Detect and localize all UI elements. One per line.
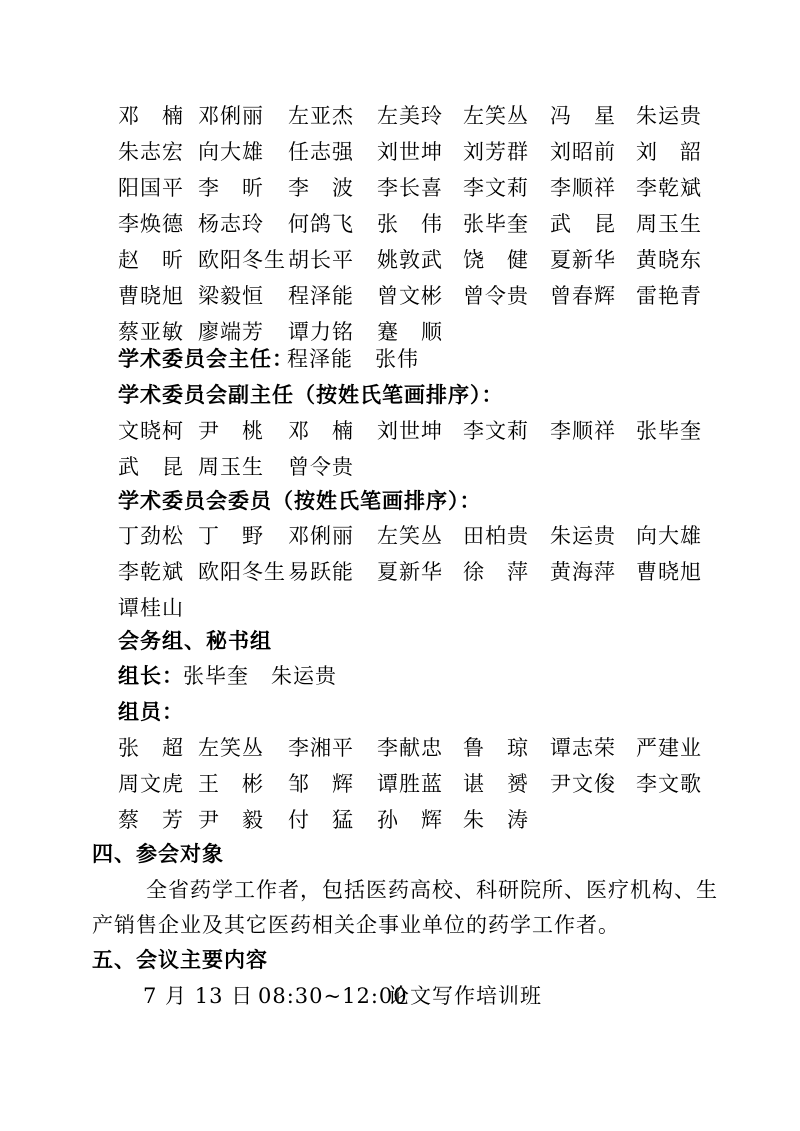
vice-chair-name: 曾令贵 [288,455,354,479]
vice-chair-name: 周玉生 [198,455,264,479]
committee-member-name: 李 波 [288,176,354,200]
academic-member-name: 向大雄 [636,524,702,548]
academic-member-name: 曹晓旭 [636,560,702,584]
academic-member-name: 田柏贵 [463,524,529,548]
committee-member-name: 左笑丛 [463,104,529,128]
committee-member-name: 曾文彬 [377,284,443,308]
committee-member-name: 刘昭前 [550,140,616,164]
secretariat-member-name: 朱 涛 [463,808,529,832]
committee-member-name: 曾令贵 [463,284,529,308]
committee-member-name: 李 昕 [198,176,264,200]
committee-member-name: 邓 楠 [118,104,184,128]
academic-members-label: 学术委员会委员（按姓氏笔画排序）： [118,488,482,513]
secretariat-member-name: 左笑丛 [198,736,264,760]
vice-chair-name: 李文莉 [463,419,529,443]
academic-member-name: 朱运贵 [550,524,616,548]
committee-member-name: 何鸽飞 [288,212,354,236]
secretariat-leader-names: 张毕奎 朱运贵 [183,664,337,688]
secretariat-member-name: 周文虎 [118,772,184,796]
committee-member-name: 蔡亚敏 [118,320,184,344]
committee-member-name: 欧阳冬生 [198,248,286,272]
secretariat-member-name: 李湘平 [288,736,354,760]
vice-chair-name: 张毕奎 [636,419,702,443]
committee-member-name: 曾春辉 [550,284,616,308]
secretariat-member-name: 付 猛 [288,808,354,832]
academic-member-name: 邓俐丽 [288,524,354,548]
committee-member-name: 梁毅恒 [198,284,264,308]
vice-chair-name: 邓 楠 [288,419,354,443]
secretariat-leader-label: 组长： [118,663,184,688]
vice-chair-name: 文晓柯 [118,419,184,443]
secretariat-members-label: 组员： [118,699,184,724]
section4-heading: 四、参会对象 [92,841,224,866]
committee-member-name: 周玉生 [636,212,702,236]
academic-member-name: 欧阳冬生 [198,560,286,584]
secretariat-member-name: 王 彬 [198,772,264,796]
committee-member-name: 武 昆 [550,212,616,236]
committee-member-name: 左美玲 [377,104,443,128]
committee-member-name: 李乾斌 [636,176,702,200]
schedule-time: 08:30~12:00 [258,984,408,1008]
academic-member-name: 徐 萍 [463,560,529,584]
committee-member-name: 李顺祥 [550,176,616,200]
committee-member-name: 谭力铭 [288,320,354,344]
committee-member-name: 任志强 [288,140,354,164]
academic-member-name: 易跃能 [288,560,354,584]
committee-member-name: 程泽能 [288,284,354,308]
secretariat-member-name: 李献忠 [377,736,443,760]
committee-member-name: 阳国平 [118,176,184,200]
vice-chair-name: 武 昆 [118,455,184,479]
academic-member-name: 李乾斌 [118,560,184,584]
committee-member-name: 廖端芳 [198,320,264,344]
committee-member-name: 杨志玲 [198,212,264,236]
secretariat-member-name: 孙 辉 [377,808,443,832]
academic-chair-label: 学术委员会主任： [118,346,294,371]
committee-member-name: 姚敦武 [377,248,443,272]
committee-member-name: 蹇 顺 [377,320,443,344]
secretariat-member-name: 李文歌 [636,772,702,796]
committee-member-name: 饶 健 [463,248,529,272]
secretariat-member-name: 尹 毅 [198,808,264,832]
secretariat-member-name: 尹文俊 [550,772,616,796]
committee-member-name: 冯 星 [550,104,616,128]
secretariat-member-name: 张 超 [118,736,184,760]
committee-member-name: 朱志宏 [118,140,184,164]
vice-chair-name: 刘世坤 [377,419,443,443]
committee-member-name: 李焕德 [118,212,184,236]
committee-member-name: 李文莉 [463,176,529,200]
section4-body-line1: 全省药学工作者，包括医药高校、科研院所、医疗机构、生 [146,878,718,902]
academic-member-name: 丁 野 [198,524,264,548]
schedule-date: 7 月 13 日 [143,984,254,1008]
committee-member-name: 刘世坤 [377,140,443,164]
committee-member-name: 朱运贵 [636,104,702,128]
committee-member-name: 刘 韶 [636,140,702,164]
committee-member-name: 刘芳群 [463,140,529,164]
committee-member-name: 夏新华 [550,248,616,272]
committee-member-name: 曹晓旭 [118,284,184,308]
secretariat-member-name: 谭胜蓝 [377,772,443,796]
schedule-item: 论文写作培训班 [388,984,542,1008]
academic-chair-names: 程泽能 张伟 [287,347,419,371]
section5-heading: 五、会议主要内容 [92,947,268,972]
secretariat-member-name: 邹 辉 [288,772,354,796]
committee-member-name: 赵 昕 [118,248,184,272]
committee-member-name: 向大雄 [198,140,264,164]
academic-member-name: 夏新华 [377,560,443,584]
committee-member-name: 黄晓东 [636,248,702,272]
academic-member-name: 左笑丛 [377,524,443,548]
secretariat-member-name: 谭志荣 [550,736,616,760]
secretariat-member-name: 鲁 琼 [463,736,529,760]
committee-member-name: 张 伟 [377,212,443,236]
committee-member-name: 张毕奎 [463,212,529,236]
vice-chair-name: 李顺祥 [550,419,616,443]
vice-chair-name: 尹 桃 [198,419,264,443]
committee-member-name: 雷艳青 [636,284,702,308]
committee-member-name: 李长喜 [377,176,443,200]
committee-member-name: 左亚杰 [288,104,354,128]
academic-member-name: 丁劲松 [118,524,184,548]
committee-member-name: 胡长平 [288,248,354,272]
academic-member-name: 谭桂山 [118,596,184,620]
secretariat-member-name: 谌 赟 [463,772,529,796]
committee-member-name: 邓俐丽 [198,104,264,128]
secretariat-member-name: 蔡 芳 [118,808,184,832]
section4-body-line2: 产销售企业及其它医药相关企事业单位的药学工作者。 [92,913,620,937]
secretariat-heading: 会务组、秘书组 [118,628,272,653]
secretariat-member-name: 严建业 [636,736,702,760]
academic-vice-chair-label: 学术委员会副主任（按姓氏笔画排序）： [118,382,504,407]
academic-member-name: 黄海萍 [550,560,616,584]
